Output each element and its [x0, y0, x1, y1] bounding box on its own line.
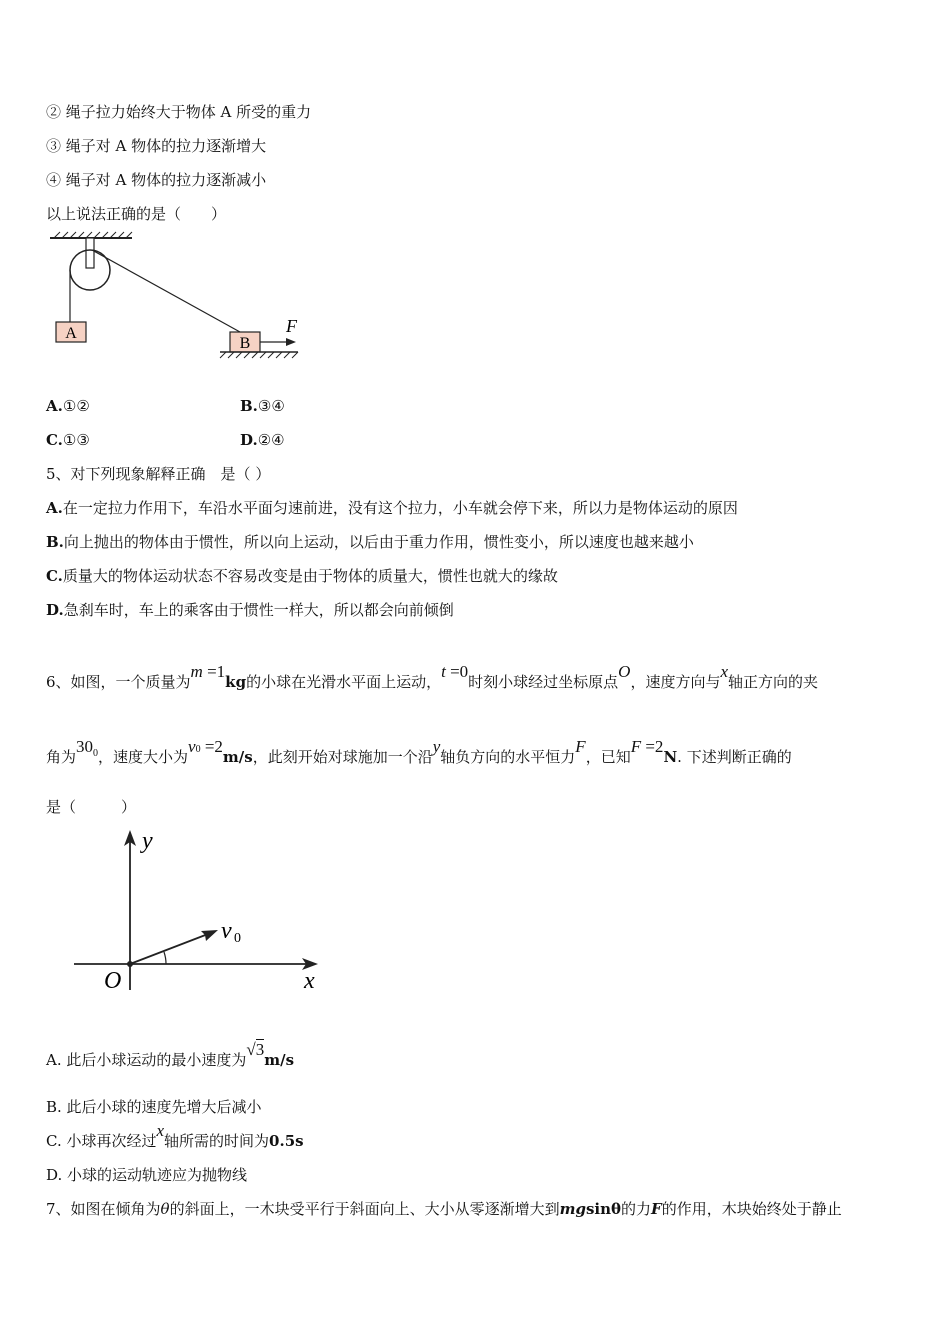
velocity-label: v	[221, 918, 232, 944]
option-letter: D.	[46, 601, 64, 619]
origin-label: O	[104, 968, 122, 994]
q5-option-c[interactable]	[46, 566, 558, 586]
option-text: ②④	[257, 431, 285, 449]
option-text: 在一定拉力作用下，车沿水平面匀速前进，没有这个拉力，小车就会停下来，所以力是物体运动的原因	[62, 499, 738, 517]
option-text: ③④	[257, 397, 285, 415]
option-text: C. 小球再次经过	[46, 1132, 157, 1150]
option-text: 质量大的物体运动状态不容易改变是由于物体的质量大，惯性也就大的缘故	[62, 567, 558, 585]
x-axis-label: x	[304, 968, 315, 994]
q4-option-c[interactable]	[46, 430, 90, 450]
pulley-figure	[40, 228, 310, 363]
coordinate-figure	[68, 822, 330, 998]
option-text: 轴所需的时间为	[164, 1132, 270, 1150]
option-letter: A.	[46, 499, 63, 517]
q6-stem-line1: 6、如图，一个质量为m =1kg的小球在光滑水平面上运动，t =0时刻小球经过坐标原点O，速度方向与x轴正方向的夹	[46, 662, 819, 691]
block-b-label: B	[239, 335, 251, 352]
option-letter: B.	[240, 397, 258, 415]
option-text: ①③	[62, 431, 90, 449]
y-axis-label: y	[142, 828, 153, 854]
q6-stem-line3: 是（ ）	[46, 798, 137, 816]
option-letter: C.	[46, 431, 63, 449]
q6-option-b[interactable]	[46, 1097, 262, 1117]
force-f-label: F	[286, 316, 297, 336]
q6-stem-line2: 角为$30^0$，速度大小为$v^0 =2m/s$，此刻开始对球施加一个沿y轴负方向的水平恒力F，已知F =2N. 下述判断正确的	[46, 737, 792, 766]
option-text: 向上抛出的物体由于惯性，所以向上运动，以后由于重力作用，惯性变小，所以速度也越来越小	[63, 533, 694, 551]
q6-option-c[interactable]	[46, 1121, 304, 1151]
option-letter: D.	[240, 431, 258, 449]
q5-option-b[interactable]	[46, 532, 694, 552]
option-math: x	[156, 1121, 165, 1140]
q6-option-d[interactable]	[46, 1165, 247, 1185]
q7-stem: 7、如图在倾角为θ的斜面上，一木块受平行于斜面向上、大小从零逐渐增大到mgsinθ的力F的作用，木块始终处于静止	[46, 1200, 842, 1218]
sqrt-icon: √3	[246, 1040, 265, 1059]
option-letter: A.	[46, 397, 63, 415]
statement-4: ④ 绳子对 A 物体的拉力逐渐减小	[46, 171, 267, 189]
statement-2: ② 绳子拉力始终大于物体 A 所受的重力	[46, 103, 312, 121]
option-text: 急刹车时，车上的乘客由于惯性一样大，所以都会向前倾倒	[63, 601, 454, 619]
option-letter: C.	[46, 567, 63, 585]
q4-option-d[interactable]	[240, 430, 285, 450]
option-text: ①②	[62, 397, 90, 415]
velocity-subscript: 0	[234, 931, 241, 946]
option-value: 0.5s	[269, 1132, 304, 1150]
q5-option-d[interactable]	[46, 600, 454, 620]
option-text: A. 此后小球运动的最小速度为	[46, 1051, 247, 1069]
q4-option-a[interactable]	[46, 396, 90, 416]
block-a-label: A	[65, 325, 77, 342]
q6-option-a[interactable]	[46, 1040, 295, 1070]
q4-prompt: 以上说法正确的是（ ）	[46, 205, 227, 223]
q4-option-b[interactable]	[240, 396, 285, 416]
option-unit: m/s	[264, 1051, 295, 1069]
option-text: B. 此后小球的速度先增大后减小	[46, 1098, 262, 1116]
q5-stem: 5、对下列现象解释正确 是（ ）	[46, 465, 271, 483]
statement-3: ③ 绳子对 A 物体的拉力逐渐增大	[46, 137, 267, 155]
option-text: D. 小球的运动轨迹应为抛物线	[46, 1166, 248, 1184]
option-letter: B.	[46, 533, 64, 551]
q5-option-a[interactable]	[46, 498, 738, 518]
